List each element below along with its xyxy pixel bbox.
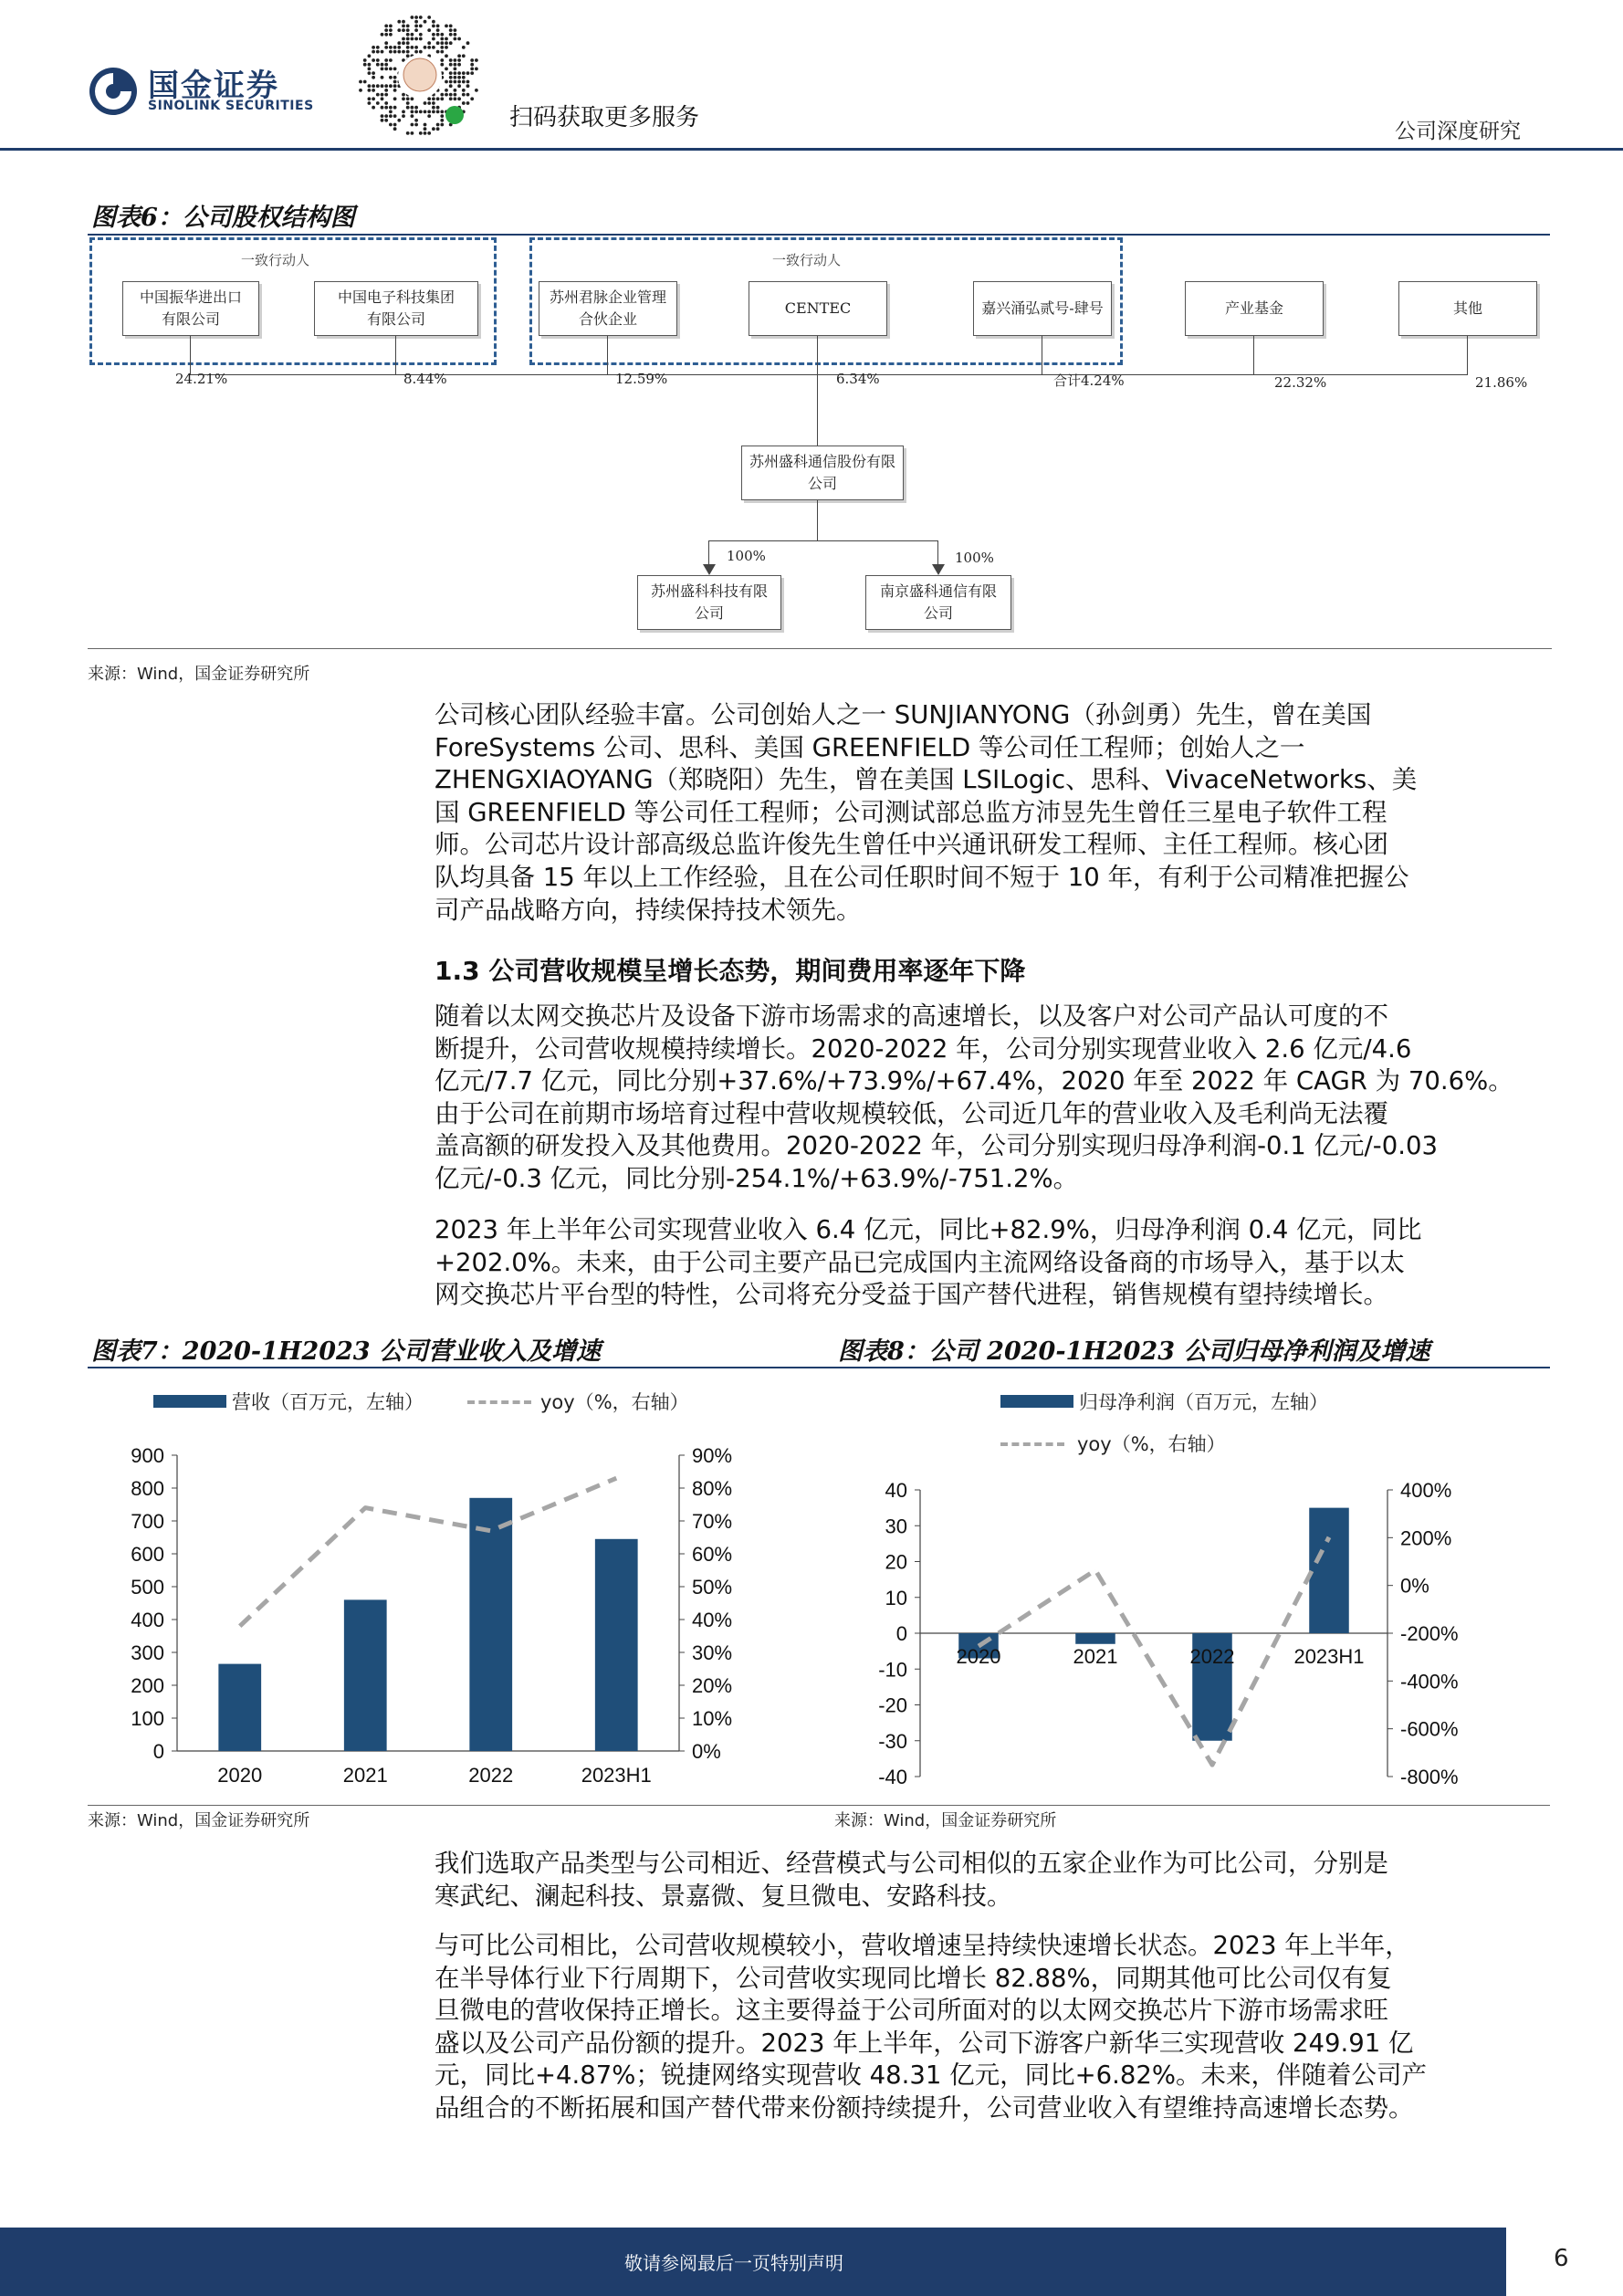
paragraph: 2023 年上半年公司实现营业收入 6.4 亿元，同比+82.9%，归母净利润 0.4 亿元，同比 +202.0%。未来，由于公司主要产品已完成国内主流网络设备商的市场导入，基于以太 网交换芯片平台型的特性，公司将充分受益于国产替代进程，销售规模有望持续增长。: [435, 1215, 1422, 1310]
arrow-down-icon: [932, 564, 945, 575]
fig6-title: 图表6：公司股权结构图: [91, 204, 355, 232]
x-tick-label: 2023H1: [1293, 1645, 1365, 1668]
y-tick-label-left: -20: [878, 1693, 907, 1717]
holder-box: [1185, 281, 1324, 336]
paragraph: 与可比公司相比，公司营收规模较小，营收增速呈持续快速增长状态。2023 年上半年， 在半导体行业下行周期下，公司营收实现同比增长 82.88%，同期其他可比公司仅有复 旦微电的营收保持正增长。这主要得益于公司所面对的以太网交换芯片下游市场需求旺 盛以及公司产品份额的提升。2023 年上半年，公司下游客户新华三实现营收 249.91 亿 元，同比+4.87%；锐捷网络实现营收 48.31 亿元，同比+6.82%。未来，伴随着公司产 品组合的不断拓展和国产替代带来份额持续提升，公司营业收入有望维持高速增长态势。: [435, 1931, 1428, 2123]
legend-line-swatch: [467, 1400, 531, 1404]
bar: [1309, 1508, 1349, 1633]
scan-text: 扫码获取更多服务: [509, 104, 700, 131]
y-tick-label-right: -600%: [1400, 1717, 1459, 1741]
y-tick-label-left: 500: [131, 1576, 164, 1599]
holder-pct: 24.21%: [175, 371, 228, 387]
bar: [344, 1599, 387, 1751]
holder-pct: 12.59%: [615, 371, 668, 387]
y-tick-label-right: 0%: [1400, 1574, 1429, 1598]
x-tick-label: 2021: [342, 1764, 388, 1787]
y-tick-label-left: 100: [131, 1707, 164, 1730]
holder-name: 苏州君脉企业管理 合伙企业: [549, 288, 666, 328]
logo-name-cn: 国金证券: [148, 68, 279, 104]
legend-bar-label: 归母净利润（百万元，左轴）: [1079, 1391, 1328, 1413]
holder-pct: 合计4.24%: [1053, 372, 1125, 389]
revenue-chart: [88, 1374, 845, 1803]
y-tick-label-left: 40: [885, 1479, 907, 1502]
y-tick-label-left: -30: [878, 1729, 907, 1753]
holder-name: 产业基金: [1224, 299, 1283, 317]
report-type: 公司深度研究: [1395, 120, 1521, 143]
y-tick-label-right: 10%: [692, 1707, 733, 1730]
company-name: 苏州盛科通信股份有限 公司: [749, 453, 895, 492]
paragraph: 随着以太网交换芯片及设备下游市场需求的高速增长，以及客户对公司产品认可度的不 断提升，公司营收规模持续增长。2020-2022 年，公司分别实现营业收入 2.6 亿元/4.6 亿元/7.7 亿元，同比分别+37.6%/+73.9%/+67.4%，2020 年至 2022 年 CAGR 为 70.6%。 由于公司在前期市场培育过程中营收规模较低，公司近几年的营业收入及毛利尚无法覆 盖高额的研发投入及其他费用。2020-2022 年，公司分别实现归母净利润-0.1 亿元/-0.03 亿元/-0.3 亿元，同比分别-254.1%/+63.9%/-751.2%。: [435, 1001, 1513, 1193]
qr-code[interactable]: [356, 13, 484, 141]
paragraph: 公司核心团队经验丰富。公司创始人之一 SUNJIANYONG（孙剑勇）先生，曾在美国 ForeSystems 公司、思科、美国 GREENFIELD 等公司任工程师；创始人之一 ZHENGXIAOYANG（郑晓阳）先生，曾在美国 LSILogic、思科、VivaceNetworks、美 国 GREENFIELD 等公司任工程师；公司测试部总监方沛昱先生曾任三星电子软件工程 师。公司芯片设计部高级总监许俊先生曾任中兴通讯研发工程师、主任工程师。核心团 队均具备 15 年以上工作经验，且在公司任职时间不短于 10 年，有利于公司精准把握公 司产品战略方向，持续保持技术领先。: [435, 700, 1418, 925]
fig7-source: 来源：Wind，国金证券研究所: [88, 1811, 310, 1830]
subsidiary-box: [865, 575, 1011, 630]
y-tick-label-right: 80%: [692, 1477, 733, 1500]
y-tick-label-right: 400%: [1400, 1479, 1452, 1502]
y-tick-label-right: 60%: [692, 1543, 733, 1566]
x-tick-label: 2021: [1073, 1645, 1118, 1668]
holder-box: [1398, 281, 1537, 336]
fig8-source: 来源：Wind，国金证券研究所: [834, 1811, 1057, 1830]
y-tick-label-right: -400%: [1400, 1670, 1459, 1693]
subsidiary-box: [637, 575, 781, 630]
y-tick-label-left: 900: [131, 1444, 164, 1467]
legend-bar-swatch: [1000, 1395, 1073, 1408]
fig6-bottom-rule: [88, 648, 1552, 649]
holder-box: [973, 281, 1112, 336]
y-tick-label-left: 600: [131, 1543, 164, 1566]
y-tick-label-left: 400: [131, 1609, 164, 1631]
legend-bar-swatch: [153, 1395, 226, 1408]
fig8-legend: [913, 1386, 1424, 1459]
fig8-bottom-rule: [834, 1805, 1550, 1806]
subsidiary-pct: 100%: [955, 550, 994, 566]
fig7-bottom-rule: [88, 1805, 845, 1806]
legend-bar-label: 营收（百万元，左轴）: [232, 1391, 424, 1413]
bar: [1075, 1633, 1115, 1644]
concert-group-1-label: 一致行动人: [241, 252, 310, 268]
holder-pct: 21.86%: [1475, 374, 1528, 391]
legend-line-swatch: [1000, 1442, 1064, 1446]
y-tick-label-right: 50%: [692, 1576, 733, 1599]
y-tick-label-right: -800%: [1400, 1766, 1459, 1788]
fig6-source: 来源：Wind，国金证券研究所: [88, 665, 310, 684]
fig7-legend: [146, 1386, 785, 1417]
x-tick-label: 2022: [468, 1764, 514, 1787]
fig8-title-rule: [834, 1367, 1550, 1368]
holder-name: CENTEC: [784, 299, 852, 317]
y-tick-label-left: 10: [885, 1586, 907, 1609]
yoy-line: [240, 1478, 617, 1626]
logo-name-en: SINOLINK SECURITIES: [148, 99, 314, 113]
footer-note: 敬请参阅最后一页特别声明: [624, 2252, 843, 2274]
y-tick-label-right: 40%: [692, 1609, 733, 1631]
concert-group-2-label: 一致行动人: [772, 252, 842, 268]
header: [0, 0, 1623, 151]
y-tick-label-left: 0: [895, 1622, 907, 1645]
holder-name: 其他: [1452, 299, 1482, 317]
bar: [595, 1539, 638, 1751]
y-tick-label-right: 200%: [1400, 1526, 1452, 1550]
y-tick-label-right: 30%: [692, 1641, 733, 1664]
y-tick-label-right: 90%: [692, 1444, 733, 1467]
holder-pct: 6.34%: [836, 371, 880, 387]
holder-box: [314, 281, 478, 336]
x-tick-label: 2020: [217, 1764, 263, 1787]
y-tick-label-left: 800: [131, 1477, 164, 1500]
header-rule: [0, 148, 1623, 151]
y-tick-label-right: 0%: [692, 1740, 721, 1763]
y-tick-label-left: -40: [878, 1766, 907, 1788]
y-tick-label-left: -10: [878, 1658, 907, 1682]
bar: [218, 1664, 261, 1751]
paragraph: 我们选取产品类型与公司相近、经营模式与公司相似的五家企业作为可比公司，分别是 寒武纪、澜起科技、景嘉微、复旦微电、安路科技。: [435, 1849, 1388, 1911]
holder-box: [122, 281, 259, 336]
subsidiary-pct: 100%: [727, 548, 766, 564]
y-tick-label-left: 0: [152, 1740, 164, 1763]
yoy-line: [979, 1537, 1329, 1765]
x-tick-label: 2020: [956, 1645, 1001, 1668]
y-tick-label-left: 300: [131, 1641, 164, 1664]
fig7-title-rule: [88, 1367, 845, 1368]
arrow-down-icon: [703, 564, 716, 575]
company-box: [741, 446, 904, 500]
y-tick-label-left: 700: [131, 1510, 164, 1533]
subsidiary-name: 苏州盛科科技有限 公司: [650, 582, 768, 622]
holder-box: [539, 281, 677, 336]
y-tick-label-right: 20%: [692, 1674, 733, 1697]
y-tick-label-right: 70%: [692, 1510, 733, 1533]
holder-pct: 22.32%: [1274, 374, 1327, 391]
page-number: 6: [1554, 2245, 1569, 2272]
ownership-chart: [88, 236, 1552, 628]
fig7-title: 图表7：2020-1H2023 公司营业收入及增速: [91, 1337, 601, 1366]
legend-line-label: yoy（%，右轴）: [540, 1391, 689, 1413]
bar: [469, 1498, 512, 1751]
y-tick-label-left: 200: [131, 1674, 164, 1697]
holder-name: 中国振华进出口 有限公司: [139, 288, 242, 328]
x-tick-label: 2022: [1189, 1645, 1235, 1668]
holder-box: [749, 281, 887, 336]
y-tick-label-left: 30: [885, 1515, 907, 1538]
legend-line-label: yoy（%，右轴）: [1077, 1433, 1226, 1455]
holder-name: 嘉兴涌弘贰号-肆号: [981, 299, 1104, 317]
x-tick-label: 2023H1: [581, 1764, 652, 1787]
section-heading: 1.3 公司营收规模呈增长态势，期间费用率逐年下降: [435, 956, 1026, 986]
y-tick-label-right: -200%: [1400, 1622, 1459, 1645]
subsidiary-name: 南京盛科通信有限 公司: [879, 582, 997, 622]
fig8-title: 图表8：公司 2020-1H2023 公司归母净利润及增速: [838, 1337, 1430, 1366]
sinolink-logo-icon: [88, 66, 139, 117]
holder-pct: 8.44%: [403, 371, 447, 387]
holder-name: 中国电子科技集团 有限公司: [337, 288, 455, 328]
y-tick-label-left: 20: [885, 1550, 907, 1574]
